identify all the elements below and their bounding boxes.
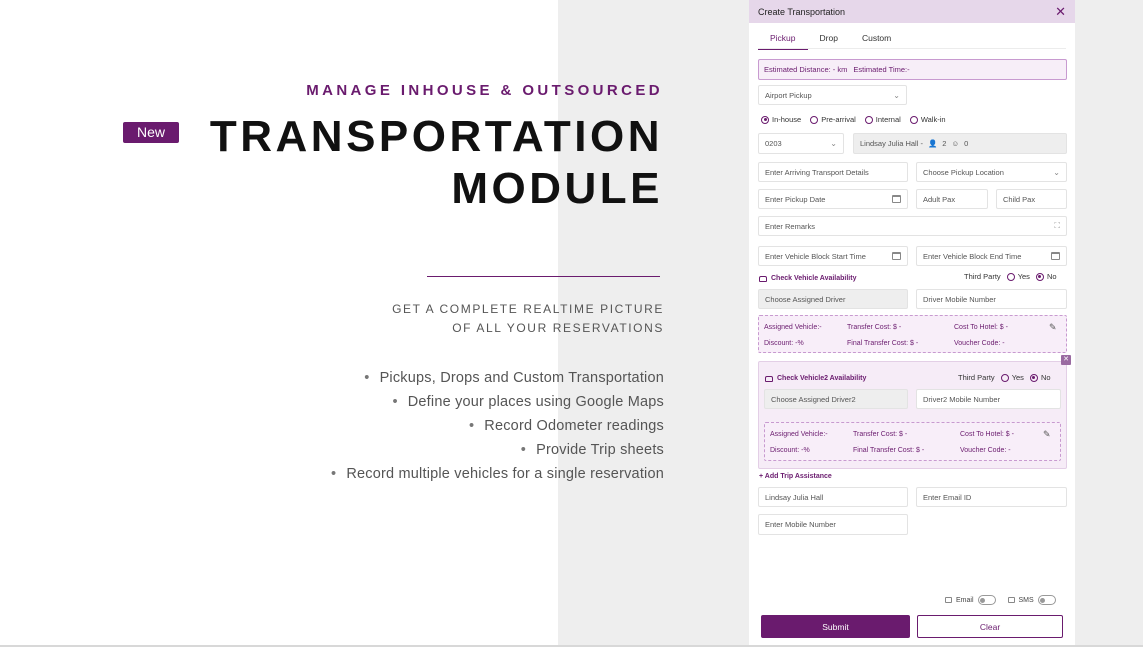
radio-pre-arrival[interactable]: Pre-arrival — [810, 115, 856, 124]
email-notification: Email — [945, 595, 996, 605]
email-icon — [945, 597, 952, 603]
pickup-type-value: Airport Pickup — [765, 90, 812, 100]
child-count: 0 — [964, 139, 969, 148]
third-party-group — [964, 272, 1057, 281]
third-party-no[interactable]: No — [1036, 272, 1057, 281]
guest-summary — [853, 133, 1067, 154]
third-party-label: Third Party — [958, 373, 995, 382]
feature-list — [331, 366, 664, 486]
pickup-location-select[interactable]: Choose Pickup Location ⌄ — [916, 162, 1067, 182]
block-start-input[interactable]: Enter Vehicle Block Start Time — [758, 246, 908, 266]
assigned-driver-select[interactable]: Choose Assigned Driver — [758, 289, 908, 309]
assigned-driver2-select[interactable]: Choose Assigned Driver2 — [764, 389, 908, 409]
adult-icon: 👤 — [927, 139, 938, 148]
assigned-vehicle: Assigned Vehicle:- — [764, 324, 822, 331]
calendar-icon[interactable] — [1051, 252, 1060, 260]
discount: Discount: -% — [770, 447, 810, 454]
check-vehicle-availability-link[interactable]: Check Vehicle Availability — [759, 275, 856, 282]
hero-title-line1: TRANSPORTATION — [209, 112, 663, 161]
add-trip-assistance-link[interactable]: + Add Trip Assistance — [759, 473, 832, 480]
hero-divider — [427, 276, 660, 277]
tab-bar — [758, 30, 903, 50]
radio-dot-icon — [1001, 374, 1009, 382]
estimate-banner — [758, 59, 1067, 80]
radio-internal[interactable]: Internal — [865, 115, 901, 124]
radio-dot-icon — [1036, 273, 1044, 281]
notification-toggles — [945, 595, 1056, 605]
radio-dot-icon — [810, 116, 818, 124]
pickup-date-input[interactable]: Enter Pickup Date — [758, 189, 908, 209]
final-transfer-cost: Final Transfer Cost: $ - — [847, 340, 919, 347]
radio-in-house[interactable]: In-house — [761, 115, 801, 124]
mobile-input[interactable]: Enter Mobile Number — [758, 514, 908, 535]
guest-name-input[interactable]: Lindsay Julia Hall — [758, 487, 908, 507]
create-transportation-panel — [749, 0, 1075, 645]
panel-title: Create Transportation — [758, 6, 846, 17]
hero-eyebrow: MANAGE INHOUSE & OUTSOURCED — [306, 82, 663, 99]
sms-toggle[interactable] — [1038, 595, 1056, 605]
transfer-cost: Transfer Cost: $ - — [853, 431, 908, 438]
chevron-down-icon: ⌄ — [893, 90, 900, 100]
radio-dot-icon — [865, 116, 873, 124]
new-badge: New — [123, 122, 179, 143]
expand-icon[interactable]: ⛶ — [1054, 221, 1060, 230]
sms-icon — [1008, 597, 1015, 603]
cost-to-hotel: Cost To Hotel: $ - — [960, 431, 1014, 438]
feature-item: • Provide Trip sheets — [331, 438, 664, 462]
assigned-vehicle: Assigned Vehicle:- — [770, 431, 828, 438]
email-input[interactable]: Enter Email ID — [916, 487, 1067, 507]
hero-title-line2: MODULE — [451, 164, 663, 213]
clear-button[interactable]: Clear — [917, 615, 1063, 638]
third-party-label: Third Party — [964, 272, 1001, 281]
tabs-divider — [758, 48, 1066, 49]
vehicle2-cost-box — [764, 422, 1061, 461]
feature-item: • Record Odometer readings — [331, 414, 664, 438]
feature-item: • Define your places using Google Maps — [331, 390, 664, 414]
submit-button[interactable]: Submit — [761, 615, 910, 638]
voucher-code: Voucher Code: - — [960, 447, 1011, 454]
check-vehicle2-availability-link[interactable]: Check Vehicle2 Availability — [765, 375, 866, 382]
final-transfer-cost: Final Transfer Cost: $ - — [853, 447, 925, 454]
email-toggle[interactable] — [978, 595, 996, 605]
vehicle1-cost-box — [758, 315, 1067, 353]
chevron-down-icon: ⌄ — [830, 139, 837, 148]
radio-dot-icon — [910, 116, 918, 124]
calendar-icon[interactable] — [892, 195, 901, 203]
feature-item: • Record multiple vehicles for a single reservation — [331, 462, 664, 486]
child-icon: ☺ — [951, 139, 960, 148]
cost-to-hotel: Cost To Hotel: $ - — [954, 324, 1008, 331]
radio-dot-icon — [1030, 374, 1038, 382]
voucher-code: Voucher Code: - — [954, 340, 1005, 347]
transfer-cost: Transfer Cost: $ - — [847, 324, 902, 331]
estimated-distance: Estimated Distance: - km — [764, 65, 848, 74]
third-party-yes[interactable]: Yes — [1007, 272, 1030, 281]
source-radio-group — [761, 115, 946, 124]
radio-dot-icon — [761, 116, 769, 124]
radio-dot-icon — [1007, 273, 1015, 281]
car-icon — [765, 376, 773, 382]
pickup-type-select[interactable] — [758, 85, 907, 105]
remarks-input[interactable]: Enter Remarks ⛶ — [758, 216, 1067, 236]
third-party2-group — [958, 373, 1051, 382]
car-icon — [759, 276, 767, 282]
tab-drop[interactable]: Drop — [819, 33, 838, 43]
feature-item: • Pickups, Drops and Custom Transportation — [331, 366, 664, 390]
hero-subtitle-line1: GET A COMPLETE REALTIME PICTURE — [392, 302, 664, 316]
tab-pickup[interactable]: Pickup — [758, 30, 808, 50]
remove-vehicle2-icon[interactable]: ✕ — [1061, 355, 1071, 365]
guest-name: Lindsay Julia Hall - — [860, 139, 923, 148]
chevron-down-icon: ⌄ — [1053, 167, 1060, 177]
tab-custom[interactable]: Custom — [861, 33, 892, 43]
discount: Discount: -% — [764, 340, 804, 347]
room-number-value: 0203 — [765, 139, 782, 148]
close-icon[interactable]: ✕ — [1055, 3, 1066, 19]
edit-icon[interactable]: ✎ — [1043, 429, 1051, 439]
third-party2-no[interactable]: No — [1030, 373, 1051, 382]
adult-count: 2 — [942, 139, 947, 148]
arriving-transport-input[interactable]: Enter Arriving Transport Details — [758, 162, 908, 182]
adult-pax-input[interactable]: Adult Pax — [916, 189, 988, 209]
calendar-icon[interactable] — [892, 252, 901, 260]
third-party2-yes[interactable]: Yes — [1001, 373, 1024, 382]
radio-walk-in[interactable]: Walk-in — [910, 115, 946, 124]
driver-mobile-input[interactable]: Driver Mobile Number — [916, 289, 1067, 309]
estimated-time: Estimated Time:- — [853, 65, 910, 74]
panel-header — [749, 0, 1075, 23]
child-pax-input[interactable]: Child Pax — [996, 189, 1067, 209]
edit-icon[interactable]: ✎ — [1049, 322, 1057, 332]
driver2-mobile-input[interactable]: Driver2 Mobile Number — [916, 389, 1061, 409]
hero-subtitle-line2: OF ALL YOUR RESERVATIONS — [452, 321, 664, 335]
block-end-input[interactable]: Enter Vehicle Block End Time — [916, 246, 1067, 266]
room-number-select[interactable] — [758, 133, 844, 154]
sms-notification: SMS — [1008, 595, 1056, 605]
